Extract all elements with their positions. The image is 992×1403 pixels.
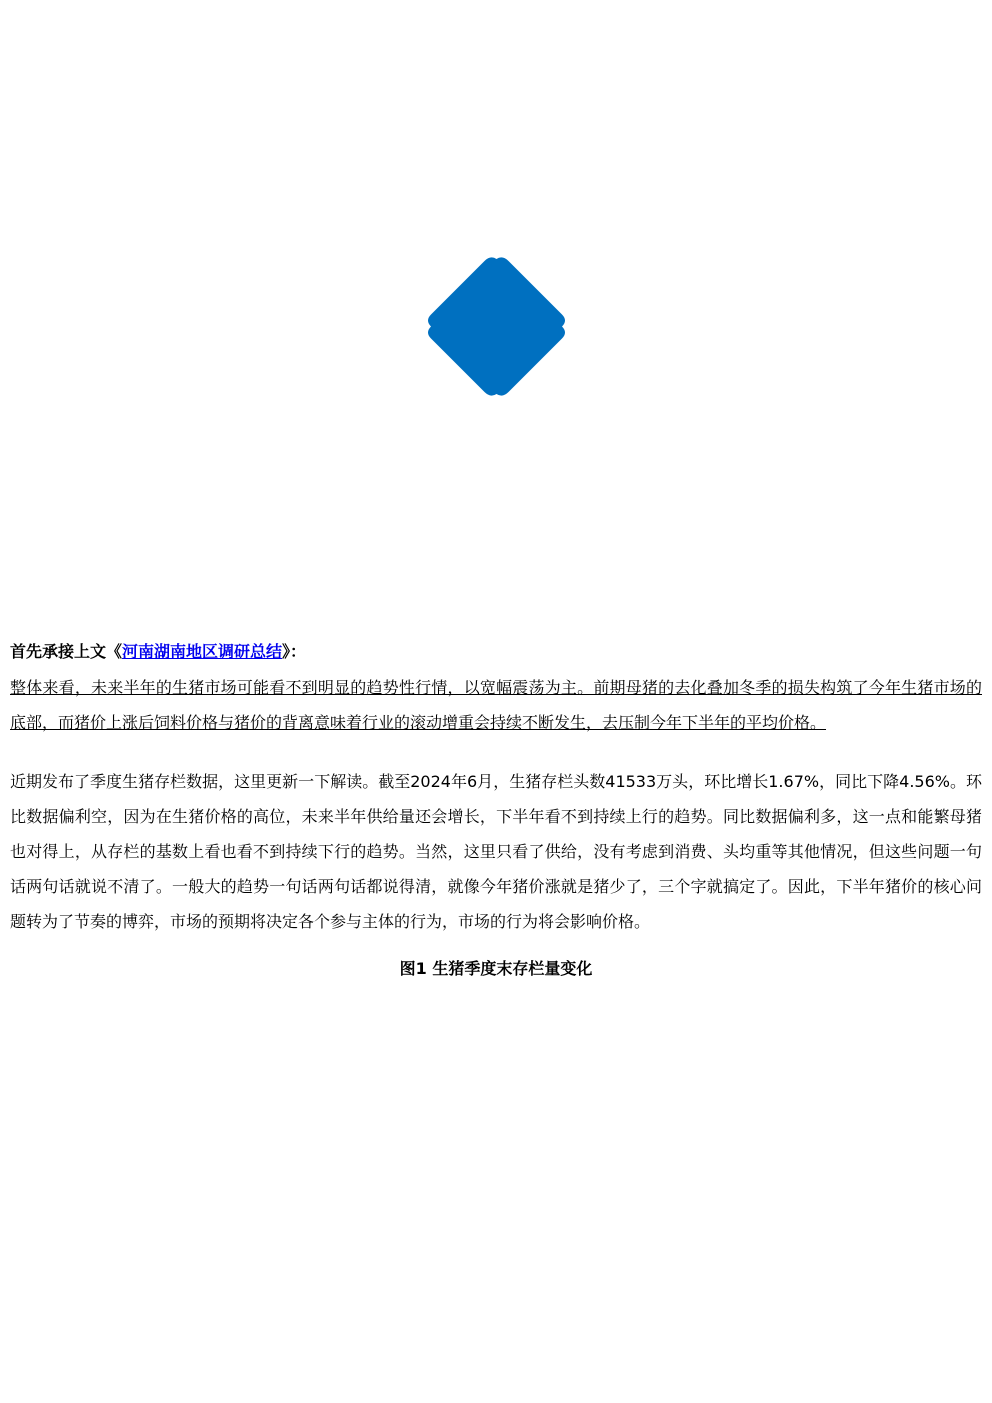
blue-diamond-icon (425, 255, 568, 398)
summary-paragraph: 整体来看，未来半年的生猪市场可能看不到明显的趋势性行情，以宽幅震荡为主。前期母猪的去化叠加冬季的损失构筑了今年生猪市场的底部，而猪价上涨后饲料价格与猪价的背离意味着行业的滚动增重会持续不断发生，去压制今年下半年的平均价格。 (10, 678, 982, 732)
intro-close-bracket: 》： (282, 642, 307, 661)
brand-logo (425, 255, 568, 398)
intro-line (10, 638, 982, 666)
article-body (10, 638, 982, 983)
intro-open-bracket: 《 (106, 642, 123, 661)
figure-caption: 图1 生猪季度末存栏量变化 (399, 959, 593, 978)
report-link[interactable]: 河南湖南地区调研总结 (122, 642, 283, 661)
intro-prefix: 首先承接上文 (10, 642, 107, 661)
body-paragraph: 近期发布了季度生猪存栏数据，这里更新一下解读。截至2024年6月，生猪存栏头数41533万头，环比增长1.67%，同比下降4.56%。环比数据偏利空，因为在生猪价格的高位，未来半年供给量还会增长，下半年看不到持续上行的趋势。同比数据偏利多，这一点和能繁母猪也对得上，从存栏的基数上看也看不到持续下行的趋势。当然，这里只看了供给，没有考虑到消费、头均重等其他情况，但这些问题一句话两句话就说不清了。一般大的趋势一句话两句话都说得清，就像今年猪价涨就是猪少了，三个字就搞定了。因此，下半年猪价的核心问题转为了节奏的博弈，市场的预期将决定各个参与主体的行为，市场的行为将会影响价格。 (10, 772, 982, 931)
